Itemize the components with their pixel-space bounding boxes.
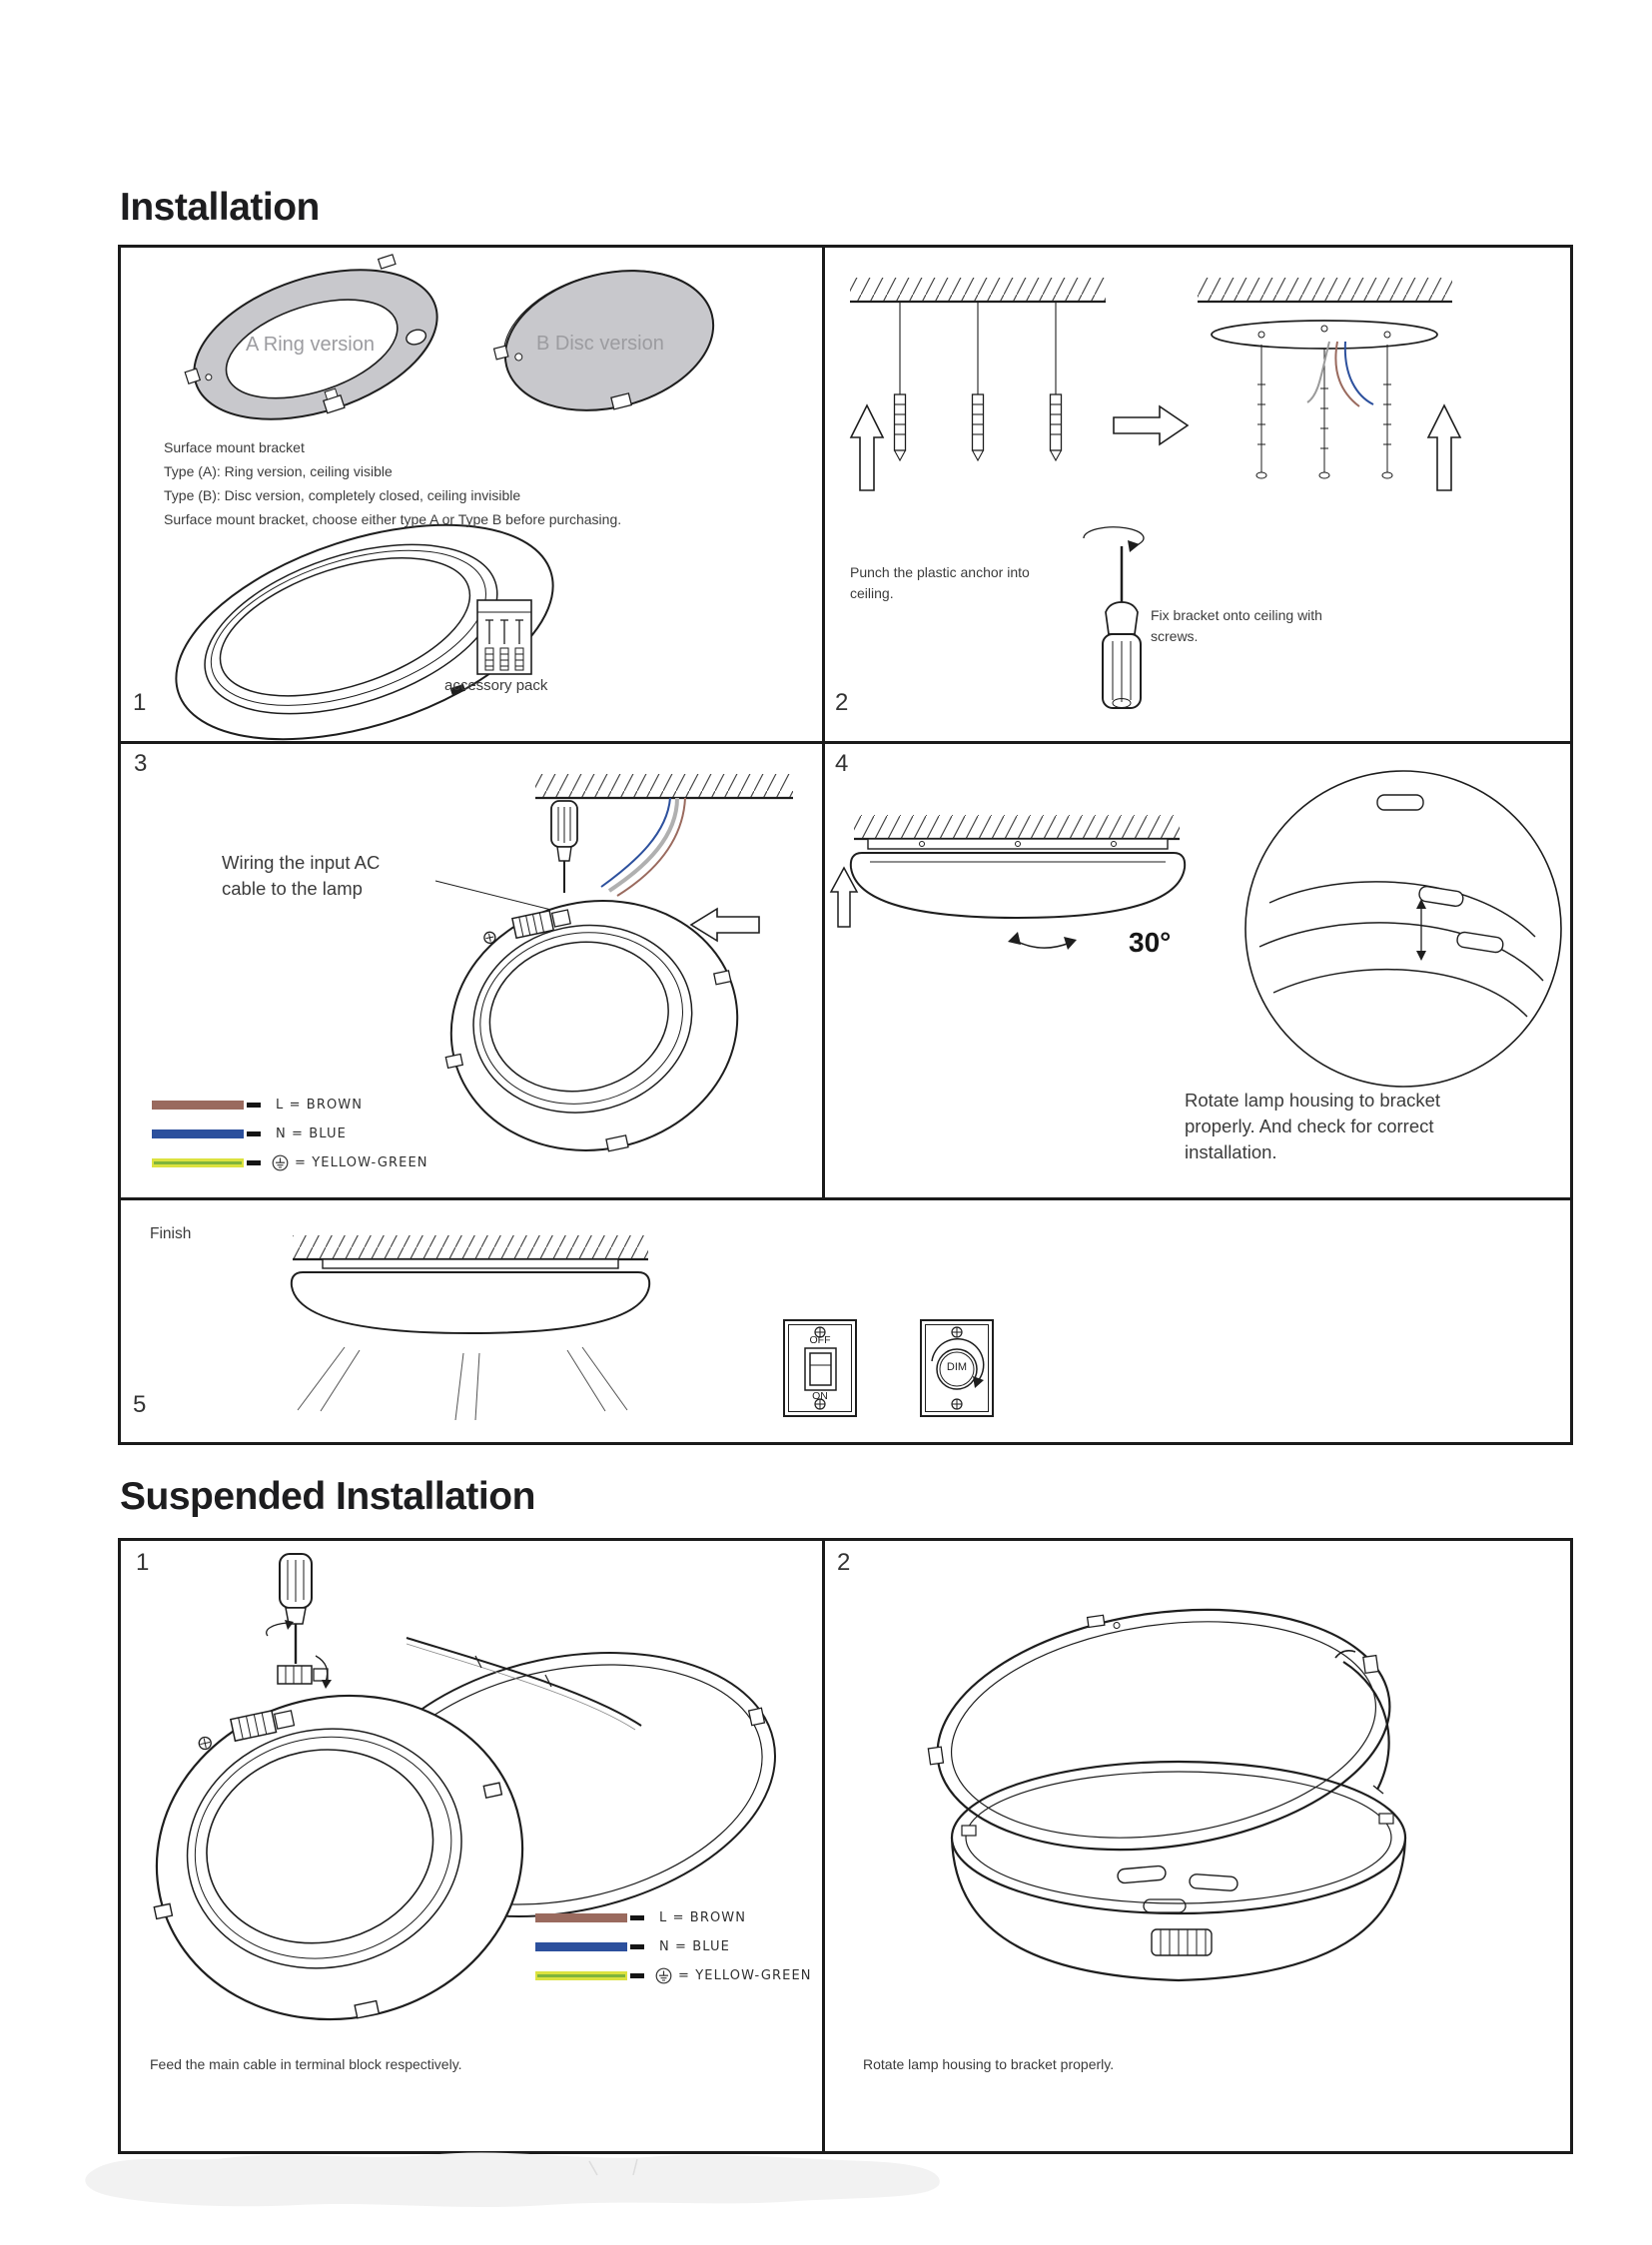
ceiling-hatch xyxy=(535,774,793,798)
panel-number-2: 2 xyxy=(837,1549,851,1576)
lamp-ring xyxy=(119,1662,553,2054)
earth-ground-icon xyxy=(655,1967,672,1984)
lamp-side-view xyxy=(292,1272,649,1333)
description-line: Surface mount bracket, choose either type A or Type B before purchasing. xyxy=(164,511,622,527)
earth-ground-icon xyxy=(272,1154,289,1171)
wire-label: L = BROWN xyxy=(659,1910,747,1925)
switch-off-label: OFF xyxy=(809,1334,831,1346)
wire-legend-row xyxy=(152,1091,428,1120)
wire-legend-row xyxy=(535,1932,812,1961)
panel2-caption-left: Punch the plastic anchor into ceiling. xyxy=(850,564,1030,601)
panel4-caption: Rotate lamp housing to bracket properly. And check for correct installation. xyxy=(1185,1090,1441,1162)
arrow-right-icon xyxy=(1114,406,1188,444)
light-rays xyxy=(298,1347,627,1420)
main-cable xyxy=(407,1638,641,1730)
panel-number-1: 1 xyxy=(133,689,147,716)
blue-wire-swatch xyxy=(535,1942,627,1951)
rotation-angle-label: 30° xyxy=(1129,927,1172,958)
section-title-installation: Installation xyxy=(120,186,320,229)
screwdriver-icon xyxy=(551,801,577,893)
description-line: Type (B): Disc version, completely closed, ceiling invisible xyxy=(164,487,521,503)
panel-number-5: 5 xyxy=(133,1391,147,1418)
yellow-green-wire-swatch xyxy=(535,1971,627,1980)
section-title-suspended: Suspended Installation xyxy=(120,1475,535,1518)
lamp-base-bowl xyxy=(952,1762,1405,1980)
terminal-block xyxy=(278,1666,328,1684)
bracket-description xyxy=(164,435,621,531)
description-line: Surface mount bracket xyxy=(164,439,305,455)
mounting-bracket xyxy=(1212,321,1437,349)
panel-number-2: 2 xyxy=(835,689,849,716)
panel-number-1: 1 xyxy=(136,1549,150,1576)
panel3-caption: Wiring the input AC cable to the lamp xyxy=(222,852,381,899)
wire-legend xyxy=(535,1903,812,1990)
panel2-illustration xyxy=(822,245,1573,741)
finish-label: Finish xyxy=(150,1225,192,1242)
mounting-bracket xyxy=(323,1259,618,1268)
blue-wire-swatch xyxy=(152,1129,244,1138)
accessory-pack-label: accessory pack xyxy=(444,677,548,694)
ring-version-label: A Ring version xyxy=(246,334,375,356)
ceiling-hatch xyxy=(1198,278,1452,302)
switch-on-label: ON xyxy=(812,1390,828,1402)
description-line: Type (A): Ring version, ceiling visible xyxy=(164,463,393,479)
caption-leader-line xyxy=(435,881,563,913)
ceiling-hatch xyxy=(850,278,1106,302)
disc-version-label: B Disc version xyxy=(536,333,664,355)
plastic-anchor-icon xyxy=(895,302,1062,460)
whiteout-smudge xyxy=(78,2145,977,2245)
arrow-left-icon xyxy=(691,909,759,941)
wire-legend-row xyxy=(535,1903,812,1932)
brown-wire-swatch xyxy=(152,1101,244,1110)
ceiling-hatch xyxy=(854,815,1180,839)
wire-label: L = BROWN xyxy=(276,1098,364,1113)
brown-wire-swatch xyxy=(535,1913,627,1922)
wire-label: = YELLOW-GREEN xyxy=(678,1968,812,1983)
wire-label: N = BLUE xyxy=(659,1939,730,1954)
arrow-up-icon xyxy=(1428,405,1460,490)
dim-label: DIM xyxy=(946,1361,968,1373)
panel2-caption-right: Fix bracket onto ceiling with screws. xyxy=(1151,607,1322,644)
accessory-pack-icon xyxy=(477,600,531,674)
suspended-panel2-caption: Rotate lamp housing to bracket properly. xyxy=(863,2056,1115,2072)
yellow-green-wire-swatch xyxy=(152,1158,244,1167)
panel-number-4: 4 xyxy=(835,750,849,777)
arrow-up-icon xyxy=(851,405,883,490)
wire-legend xyxy=(152,1091,428,1177)
panel-number-3: 3 xyxy=(134,750,148,777)
wire-legend-row xyxy=(152,1120,428,1148)
mounting-bracket xyxy=(868,839,1168,849)
panel5-illustration xyxy=(118,1197,1573,1445)
rotate-arrow-icon xyxy=(1008,932,1077,950)
lamp-side-view xyxy=(851,853,1185,918)
wire-legend-row xyxy=(152,1148,428,1177)
wire-legend-row xyxy=(535,1961,812,1990)
wire-label: = YELLOW-GREEN xyxy=(295,1155,428,1170)
rotate-arrow-icon xyxy=(267,1623,288,1636)
detail-circle xyxy=(1245,771,1561,1087)
hanging-wires xyxy=(1307,342,1373,406)
input-cable-wires xyxy=(601,798,685,896)
screwdriver-icon xyxy=(1084,527,1144,708)
suspended-panel1-caption: Feed the main cable in terminal block respectively. xyxy=(150,2056,462,2072)
wire-label: N = BLUE xyxy=(276,1126,347,1141)
ceiling-hatch xyxy=(293,1235,648,1259)
